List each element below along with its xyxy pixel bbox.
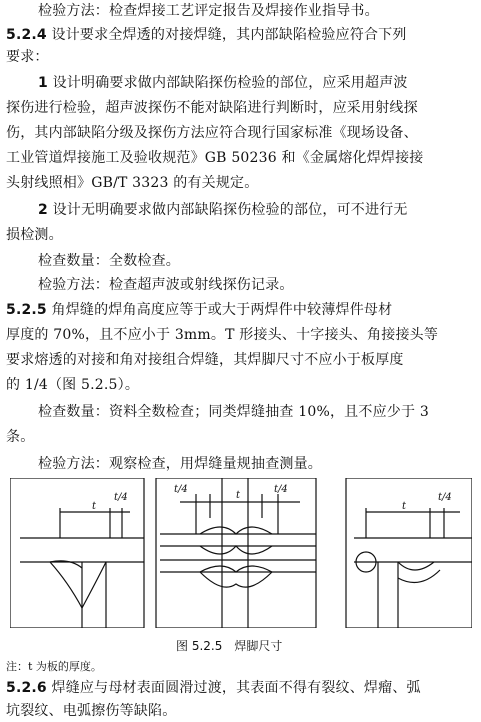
panel-c-label-t: t: [402, 501, 407, 512]
text-line: 头射线照相》GB/T 3323 的有关规定。: [6, 175, 259, 191]
text-line: 设计明确要求做内部缺陷探伤检验的部位，应采用超声波: [52, 75, 408, 91]
text-line: 的 1/4（图 5.2.5）。: [6, 377, 140, 393]
text-line: 设计要求全焊透的对接焊缝，其内部缺陷检验应符合下列: [51, 27, 407, 43]
text-line: 损检测。: [6, 227, 63, 243]
text-line: 设计无明确要求做内部缺陷探伤检验的部位，可不进行无: [52, 202, 408, 218]
figure-caption: 图 5.2.5 焊脚尺寸: [176, 639, 283, 653]
panel-b-label-t4-left: t/4: [174, 484, 188, 495]
text-line: 检验方法：检查焊接工艺评定报告及焊接作业指导书。: [38, 3, 379, 19]
weld-diagram: [10, 478, 472, 628]
section-number: 5.2.5: [6, 302, 47, 318]
weld-size-figure: [10, 478, 472, 628]
section-5-2-6: [6, 679, 421, 697]
section-number: 5.2.6: [6, 680, 47, 696]
panel-a-label-t4: t/4: [114, 492, 128, 503]
item-number: 1: [38, 75, 48, 91]
panel-c-label-t4: t/4: [438, 492, 452, 503]
section-number: 5.2.4: [6, 27, 47, 43]
text-line: 要求熔透的对接和角对接组合焊缝，其焊脚尺寸不应小于板厚度: [6, 352, 404, 368]
text-line: 条。: [6, 429, 35, 445]
text-line: 焊缝应与母材表面圆滑过渡，其表面不得有裂纹、焊瘤、弧: [51, 680, 421, 696]
list-item-1: [38, 74, 408, 92]
panel-a-label-t: t: [92, 501, 97, 512]
list-item-2: [38, 201, 408, 219]
text-line: 检验方法：观察检查，用焊缝量规抽查测量。: [38, 456, 322, 472]
panel-b-weld-top: [200, 527, 272, 534]
panel-b-weld-lower: [200, 566, 272, 572]
text-line: 检查数量：全数检查。: [38, 253, 180, 269]
panel-b-label-t: t: [236, 490, 241, 501]
panel-a-weld: [50, 562, 106, 608]
panel-b-label-t4-right: t/4: [274, 484, 288, 495]
panel-c-weld: [398, 562, 434, 570]
text-line: 厚度的 70%，且不应小于 3mm。T 形接头、十字接头、角接接头等: [6, 327, 439, 343]
panel-b-weld-bottom: [200, 572, 272, 587]
panel-c-weld-toe: [398, 570, 440, 583]
item-number: 2: [38, 202, 48, 218]
section-5-2-5: [6, 301, 392, 319]
text-line: 检验方法：检查超声波或射线探伤记录。: [38, 277, 294, 293]
panel-c-frame: [346, 478, 472, 628]
text-line: 要求：: [6, 49, 49, 65]
text-line: 坑裂纹、电弧擦伤等缺陷。: [6, 703, 177, 719]
figure-note: 注：t 为板的厚度。: [6, 660, 102, 673]
text-line: 角焊缝的焊角高度应等于或大于两焊件中较薄焊件母材: [51, 302, 393, 318]
text-line: 探伤进行检验，超声波探伤不能对缺陷进行判断时，应采用射线探: [6, 100, 418, 116]
text-line: 伤，其内部缺陷分级及探伤方法应符合现行国家标准《现场设备、: [6, 125, 418, 141]
panel-b-weld-mid: [200, 546, 272, 554]
text-line: 检查数量：资料全数检查；同类焊缝抽查 10%，且不应少于 3: [38, 404, 429, 420]
text-line: 工业管道焊接施工及验收规范》GB 50236 和《金属熔化焊焊接接: [6, 150, 424, 166]
section-5-2-4: [6, 26, 407, 44]
